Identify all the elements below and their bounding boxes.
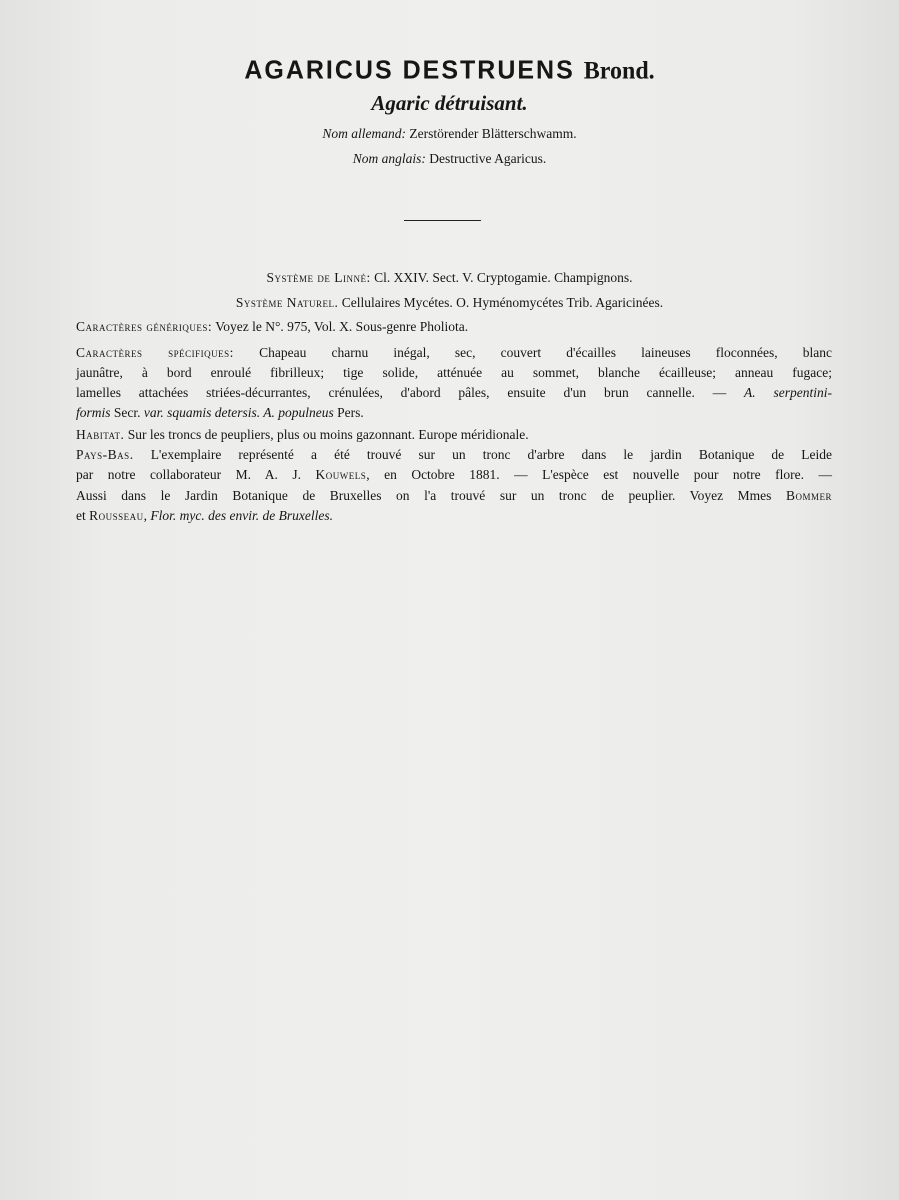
nom-anglais-value: Destructive Agaricus.	[429, 151, 547, 166]
pays-bas-line-4	[76, 506, 832, 525]
caracteres-specifiques-line-3	[76, 383, 832, 402]
caracteres-specifiques-text-4b: Secr.	[113, 405, 141, 420]
pays-bas-text-4b: Rousseau	[89, 508, 144, 523]
nom-anglais	[0, 151, 899, 167]
caracteres-specifiques-text-3: lamelles attachées striées-décurrantes, crénulées, d'abord pâles, ensuite d'un brun cannelle. —	[76, 385, 727, 400]
pays-bas-line-1	[76, 445, 832, 464]
caracteres-specifiques-text-1: Chapeau charnu inégal, sec, couvert d'écailles laineuses floconnées, blanc	[259, 345, 833, 360]
page-subtitle: Agaric détruisant.	[371, 91, 528, 115]
habitat	[76, 425, 832, 444]
pays-bas-text-3b: Bommer	[785, 488, 832, 503]
systeme-naturel	[0, 293, 899, 312]
caracteres-specifiques-text-2: jaunâtre, à bord enroulé fibrilleux; tige solide, atténuée au sommet, blanche écailleuse; anneau fugace;	[76, 365, 832, 380]
pays-bas-text-1: L'exemplaire représenté a été trouvé sur un tronc d'arbre dans le jardin Botanique de Leide	[150, 447, 832, 462]
caracteres-specifiques-text-4c: var. squamis detersis. A. populneus	[143, 405, 334, 420]
title-author: Brond.	[583, 57, 655, 85]
habitat-text: Sur les troncs de peupliers, plus ou moins gazonnant. Europe méridionale.	[127, 427, 529, 442]
pays-bas-text-4d: Flor. myc. des envir. de Bruxelles.	[150, 508, 333, 523]
nom-allemand-label: Nom allemand:	[322, 126, 407, 141]
caracteres-generiques	[76, 317, 832, 336]
caracteres-specifiques-line-4	[76, 403, 832, 422]
separator-rule	[404, 220, 481, 221]
nom-allemand-value: Zerstörender Blätterschwamm.	[409, 126, 577, 141]
page-title	[0, 55, 899, 85]
nom-allemand	[0, 126, 899, 142]
caracteres-specifiques-text-4d: Pers.	[337, 405, 364, 420]
pays-bas-text-2a: par notre collaborateur M. A. J.	[76, 467, 301, 482]
pays-bas-label: Pays-Bas.	[76, 447, 134, 462]
pays-bas-line-2	[76, 465, 832, 484]
caracteres-specifiques-line-1	[76, 343, 832, 362]
caracteres-specifiques-line-2	[76, 363, 832, 382]
nom-anglais-label: Nom anglais:	[352, 151, 426, 166]
systeme-linne-label: Système de Linné:	[266, 270, 371, 285]
systeme-naturel-text: Cellulaires Mycétes. O. Hyménomycétes Trib. Agaricinées.	[341, 295, 664, 310]
caracteres-generiques-text: Voyez le N°. 975, Vol. X. Sous-genre Pholiota.	[215, 319, 469, 334]
caracteres-specifiques-label: Caractères spécifiques:	[76, 345, 234, 360]
pays-bas-text-3a: Aussi dans le Jardin Botanique de Bruxelles on l'a trouvé sur un tronc de peuplier. Voyez Mmes	[76, 488, 772, 503]
title-species: AGARICUS DESTRUENS	[244, 55, 575, 85]
pays-bas-text-4a: et	[76, 508, 86, 523]
habitat-label: Habitat.	[76, 427, 125, 442]
pays-bas-text-2b: Kouwels	[315, 467, 367, 482]
caracteres-specifiques-text-3-italic: A. serpentini-	[744, 385, 832, 400]
pays-bas-text-4c: ,	[143, 508, 148, 523]
systeme-linne	[0, 268, 899, 287]
systeme-linne-text: Cl. XXIV. Sect. V. Cryptogamie. Champignons.	[374, 270, 633, 285]
caracteres-generiques-label: Caractères génériques:	[76, 319, 213, 334]
caracteres-specifiques-text-4a: formis	[76, 405, 111, 420]
pays-bas-line-3	[76, 486, 832, 505]
systeme-naturel-label: Système Naturel.	[235, 295, 339, 310]
pays-bas-text-2c: , en Octobre 1881. — L'espèce est nouvelle pour notre flore. —	[366, 467, 832, 482]
